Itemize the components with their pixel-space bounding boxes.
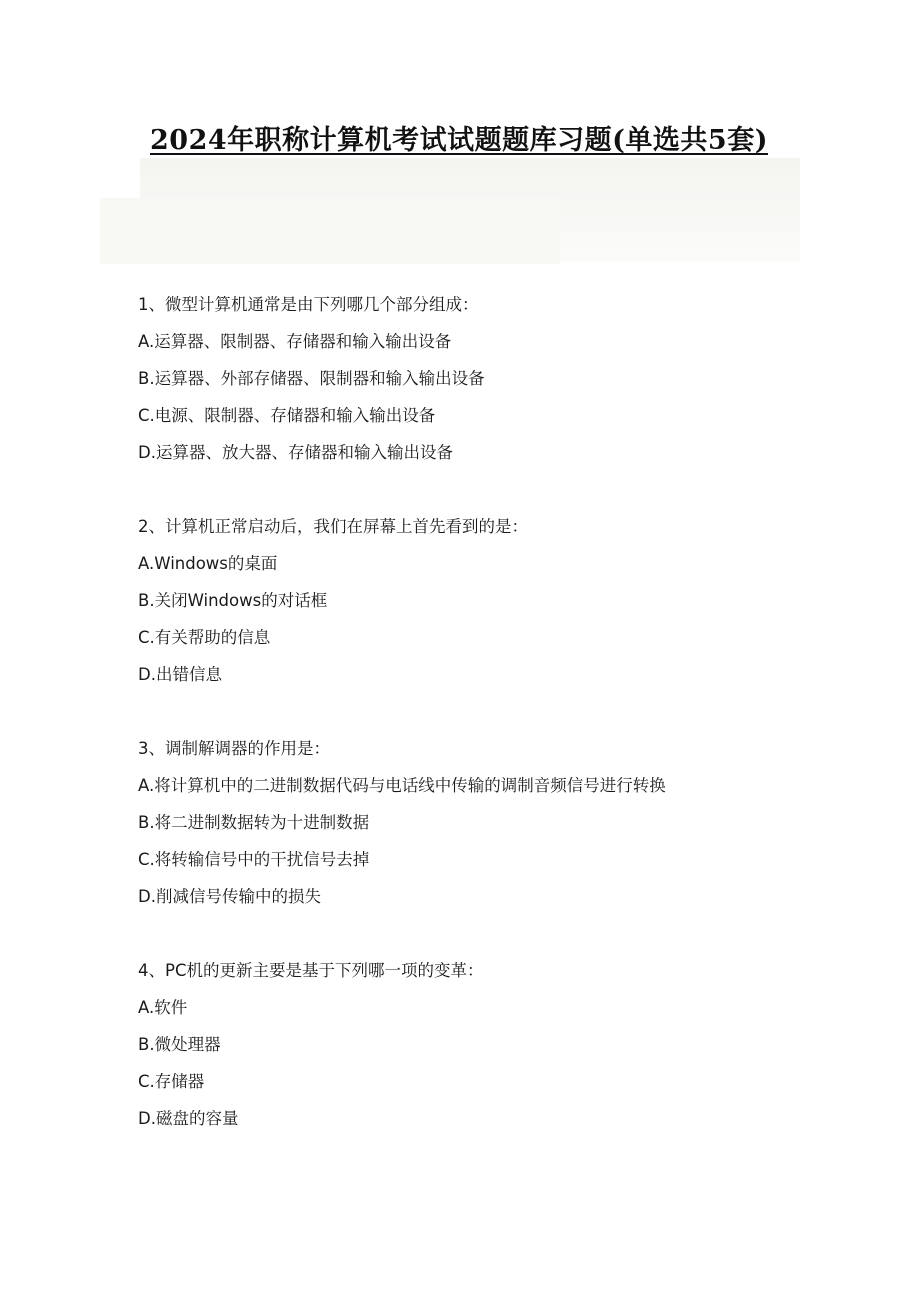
option-b: B.微处理器 bbox=[138, 1035, 221, 1054]
option-d: D.磁盘的容量 bbox=[138, 1109, 239, 1128]
option-a: A.Windows的桌面 bbox=[138, 554, 278, 573]
option-b: B.关闭Windows的对话框 bbox=[138, 591, 328, 610]
option-a: A.软件 bbox=[138, 998, 188, 1017]
option-d: D.削减信号传输中的损失 bbox=[138, 887, 321, 906]
document-title: 2024年职称计算机考试试题题库习题(单选共5套) bbox=[150, 125, 768, 156]
option-c: C.电源、限制器、存储器和输入输出设备 bbox=[138, 406, 436, 425]
question-stem: 2、计算机正常启动后，我们在屏幕上首先看到的是： bbox=[138, 517, 528, 536]
question-list bbox=[138, 286, 818, 1174]
option-d: D.运算器、放大器、存储器和输入输出设备 bbox=[138, 443, 453, 462]
question-stem: 4、PC机的更新主要是基于下列哪一项的变革： bbox=[138, 961, 484, 980]
option-d: D.出错信息 bbox=[138, 665, 222, 684]
option-c: C.将转输信号中的干扰信号去掉 bbox=[138, 850, 370, 869]
scan-shading-lower bbox=[100, 198, 560, 264]
option-a: A.将计算机中的二进制数据代码与电话线中传输的调制音频信号进行转换 bbox=[138, 776, 666, 795]
question-stem: 3、调制解调器的作用是： bbox=[138, 739, 330, 758]
option-b: B.将二进制数据转为十进制数据 bbox=[138, 813, 370, 832]
option-b: B.运算器、外部存储器、限制器和输入输出设备 bbox=[138, 369, 485, 388]
option-a: A.运算器、限制器、存储器和输入输出设备 bbox=[138, 332, 452, 351]
question-1 bbox=[138, 286, 818, 471]
question-3 bbox=[138, 730, 818, 915]
question-4 bbox=[138, 952, 818, 1137]
option-c: C.存储器 bbox=[138, 1072, 205, 1091]
title-block bbox=[140, 108, 800, 264]
option-c: C.有关帮助的信息 bbox=[138, 628, 271, 647]
question-2 bbox=[138, 508, 818, 693]
question-stem: 1、微型计算机通常是由下列哪几个部分组成： bbox=[138, 295, 479, 314]
